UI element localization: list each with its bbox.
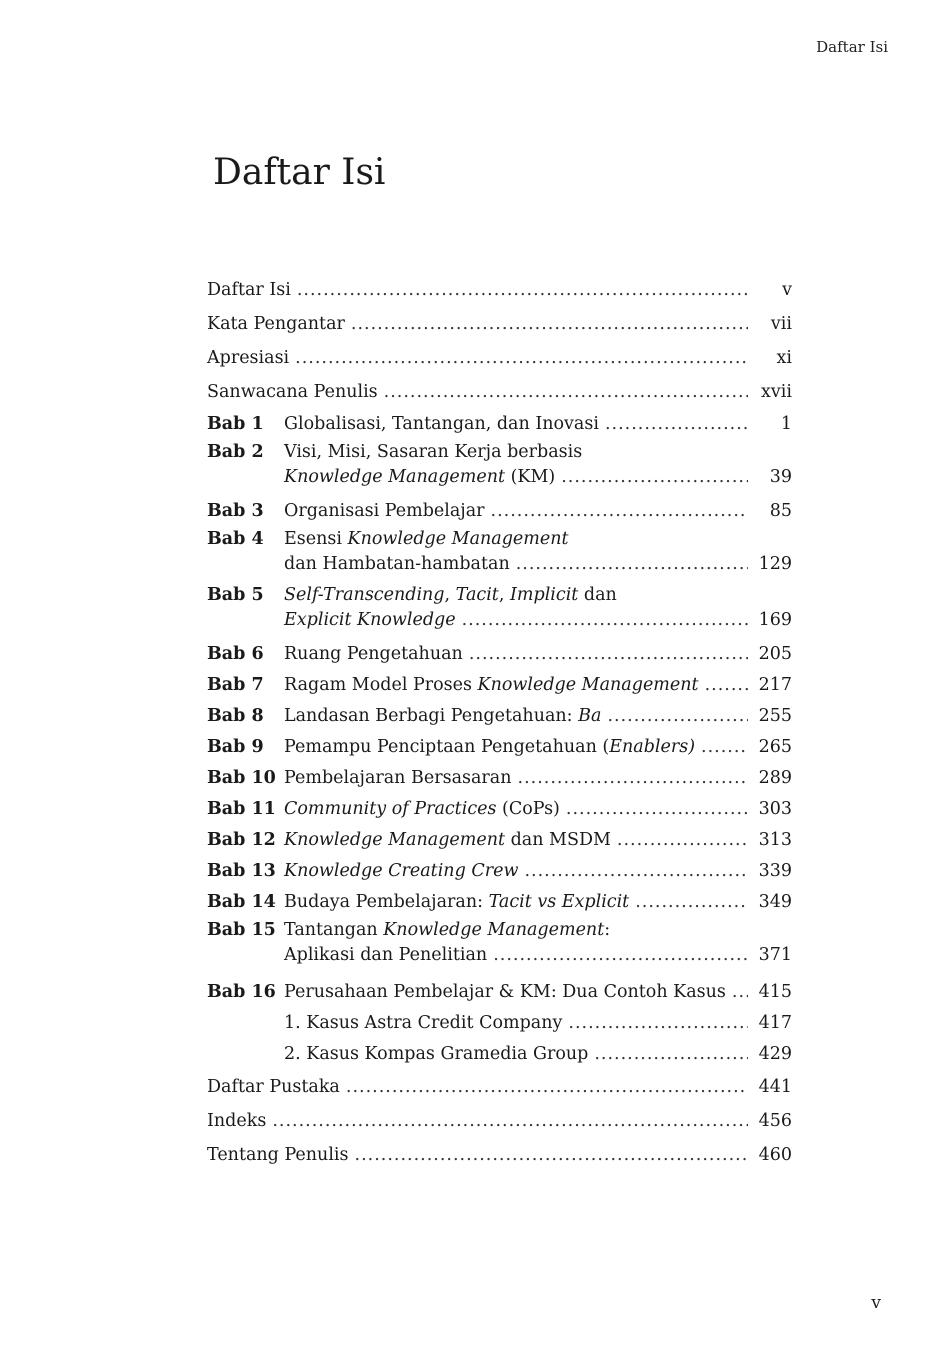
entry-page: xvii <box>761 382 792 402</box>
entry-page: 429 <box>758 1044 792 1064</box>
entry-page: 313 <box>758 830 792 850</box>
chapter-number: Bab 6 <box>207 644 264 664</box>
entry-title <box>284 440 792 490</box>
entry-title: 1. Kasus Astra Credit Company <box>284 1013 563 1033</box>
page-title: Daftar Isi <box>213 152 386 193</box>
toc-entry-bab-5[interactable] <box>207 583 792 639</box>
entry-title <box>284 583 792 633</box>
chapter-number: Bab 12 <box>207 830 276 850</box>
dot-leader <box>635 887 748 918</box>
chapter-number: Bab 9 <box>207 737 264 757</box>
dot-leader <box>469 639 748 670</box>
entry-title: Pembelajaran Bersasaran <box>284 768 512 788</box>
italic-term: Tacit vs Explicit <box>488 892 630 912</box>
toc-entry-apresiasi[interactable] <box>207 341 792 375</box>
italic-term: Knowledge Management <box>284 467 506 487</box>
dot-leader <box>355 1138 748 1172</box>
entry-page: 303 <box>758 799 792 819</box>
dot-leader <box>462 608 748 633</box>
italic-term: Tacit <box>455 585 499 605</box>
dot-leader <box>518 763 749 794</box>
italic-term: Self-Transcending <box>284 585 445 605</box>
dot-leader <box>701 732 748 763</box>
dot-leader <box>346 1070 748 1104</box>
dot-leader <box>524 856 748 887</box>
dot-leader <box>566 794 748 825</box>
dot-leader <box>272 1104 748 1138</box>
toc-entry-bab-4[interactable] <box>207 527 792 583</box>
page-number: v <box>871 1293 881 1313</box>
dot-leader <box>607 701 748 732</box>
entry-title <box>284 887 629 918</box>
entry-title-line <box>284 465 555 490</box>
entry-page: 39 <box>769 467 792 487</box>
chapter-number: Bab 16 <box>207 982 276 1002</box>
title-text: Budaya Pembelajaran: <box>284 892 489 912</box>
toc-entry-bab-9[interactable] <box>207 732 792 763</box>
entry-page: 205 <box>758 644 792 664</box>
entry-title <box>284 825 611 856</box>
title-text: dan <box>578 585 617 605</box>
chapter-number: Bab 7 <box>207 675 264 695</box>
italic-term: Community of Practices <box>284 799 497 819</box>
entry-title-line: Visi, Misi, Sasaran Kerja berbasis <box>284 442 583 462</box>
toc-entry-daftar-pustaka[interactable] <box>207 1070 792 1104</box>
entry-title <box>284 918 792 968</box>
toc-subentry-kompas[interactable] <box>207 1039 792 1070</box>
title-text: (CoPs) <box>496 799 560 819</box>
title-text: Landasan Berbagi Pengetahuan: <box>284 706 579 726</box>
title-text: Pemampu Penciptaan Pengetahuan ( <box>284 737 610 757</box>
chapter-number: Bab 10 <box>207 768 276 788</box>
toc-entry-bab-11[interactable] <box>207 794 792 825</box>
entry-page: 349 <box>758 892 792 912</box>
entry-page: 456 <box>758 1111 792 1131</box>
entry-title-line: Explicit Knowledge <box>284 610 456 630</box>
chapter-number: Bab 3 <box>207 501 264 521</box>
entry-title-line: Aplikasi dan Penelitian <box>284 945 488 965</box>
chapter-number: Bab 1 <box>207 414 264 434</box>
toc-entry-bab-13[interactable] <box>207 856 792 887</box>
entry-page: vii <box>770 314 792 334</box>
entry-title: Apresiasi <box>207 348 290 368</box>
toc-entry-bab-10[interactable] <box>207 763 792 794</box>
entry-title: Indeks <box>207 1111 267 1131</box>
italic-term: Knowledge Management <box>477 675 699 695</box>
entry-title: Globalisasi, Tantangan, dan Inovasi <box>284 414 599 434</box>
toc-entry-bab-6[interactable] <box>207 639 792 670</box>
entry-title <box>284 732 695 763</box>
toc-entry-kata-pengantar[interactable] <box>207 307 792 341</box>
chapter-number: Bab 5 <box>207 585 264 605</box>
chapter-number: Bab 11 <box>207 799 276 819</box>
chapter-number: Bab 2 <box>207 442 264 462</box>
entry-page: 371 <box>758 945 792 965</box>
dot-leader <box>491 496 748 527</box>
italic-term: Enablers) <box>609 737 696 757</box>
italic-term: Knowledge Management <box>383 920 605 940</box>
entry-page: 441 <box>758 1077 792 1097</box>
dot-leader <box>561 465 748 490</box>
entry-page: 1 <box>780 414 792 434</box>
toc-entry-daftar-isi[interactable] <box>207 273 792 307</box>
chapter-number: Bab 13 <box>207 861 276 881</box>
entry-page: 417 <box>758 1013 792 1033</box>
chapter-number: Bab 8 <box>207 706 264 726</box>
entry-title: Daftar Pustaka <box>207 1077 340 1097</box>
dot-leader <box>568 1008 748 1039</box>
entry-page: 339 <box>758 861 792 881</box>
table-of-contents <box>207 273 792 1172</box>
entry-page: 415 <box>758 982 792 1002</box>
entry-title <box>284 794 560 825</box>
chapter-number: Bab 4 <box>207 529 264 549</box>
entry-title: Organisasi Pembelajar <box>284 501 485 521</box>
dot-leader <box>594 1039 748 1070</box>
italic-term: Knowledge Management <box>284 830 506 850</box>
dot-leader <box>732 977 748 1008</box>
entry-title <box>284 701 601 732</box>
title-text: Esensi <box>284 529 348 549</box>
entry-title: Perusahaan Pembelajar & KM: Dua Contoh Kasus <box>284 982 726 1002</box>
title-text: (KM) <box>505 467 556 487</box>
entry-page: 255 <box>758 706 792 726</box>
toc-entry-bab-1[interactable] <box>207 409 792 440</box>
italic-term: Knowledge Management <box>347 529 569 549</box>
chapter-number: Bab 15 <box>207 920 276 940</box>
toc-subentry-astra[interactable] <box>207 1008 792 1039</box>
toc-entry-bab-2[interactable] <box>207 440 792 496</box>
entry-title: Sanwacana Penulis <box>207 382 378 402</box>
dot-leader <box>297 273 748 307</box>
entry-page: v <box>782 280 792 300</box>
title-text: dan MSDM <box>505 830 611 850</box>
toc-entry-bab-14[interactable] <box>207 887 792 918</box>
dot-leader <box>493 943 748 968</box>
entry-page: xi <box>776 348 792 368</box>
entry-title <box>284 527 792 577</box>
dot-leader <box>351 307 748 341</box>
toc-entry-sanwacana[interactable] <box>207 375 792 409</box>
toc-entry-bab-15[interactable] <box>207 918 792 974</box>
toc-entry-bab-16[interactable] <box>207 977 792 1008</box>
entry-title: Tentang Penulis <box>207 1145 349 1165</box>
entry-page: 85 <box>769 501 792 521</box>
toc-entry-indeks[interactable] <box>207 1104 792 1138</box>
toc-entry-bab-8[interactable] <box>207 701 792 732</box>
title-text: Ragam Model Proses <box>284 675 478 695</box>
title-text: Tantangan <box>284 920 384 940</box>
entry-page: 460 <box>758 1145 792 1165</box>
entry-title-line: Self-Transcending, Tacit, Implicit dan <box>284 585 617 605</box>
toc-entry-tentang-penulis[interactable] <box>207 1138 792 1172</box>
italic-term: Ba <box>578 706 602 726</box>
entry-title-line <box>284 918 610 943</box>
entry-title-line: dan Hambatan-hambatan <box>284 554 510 574</box>
entry-title: Ruang Pengetahuan <box>284 644 463 664</box>
entry-title <box>284 670 699 701</box>
entry-title: Knowledge Creating Crew <box>284 861 519 881</box>
dot-leader <box>295 341 748 375</box>
entry-page: 169 <box>758 610 792 630</box>
dot-leader <box>605 409 748 440</box>
dot-leader <box>384 375 748 409</box>
italic-term: Implicit <box>509 585 579 605</box>
entry-title: Daftar Isi <box>207 280 291 300</box>
entry-page: 217 <box>758 675 792 695</box>
toc-entry-bab-7[interactable] <box>207 670 792 701</box>
chapter-number: Bab 14 <box>207 892 276 912</box>
entry-title-line <box>284 527 569 552</box>
dot-leader <box>516 552 748 577</box>
running-head: Daftar Isi <box>816 38 888 56</box>
title-text: : <box>604 920 611 940</box>
dot-leader <box>705 670 748 701</box>
dot-leader <box>617 825 748 856</box>
entry-page: 289 <box>758 768 792 788</box>
entry-page: 129 <box>758 554 792 574</box>
toc-entry-bab-12[interactable] <box>207 825 792 856</box>
entry-page: 265 <box>758 737 792 757</box>
entry-title: 2. Kasus Kompas Gramedia Group <box>284 1044 589 1064</box>
toc-entry-bab-3[interactable] <box>207 496 792 527</box>
entry-title: Kata Pengantar <box>207 314 345 334</box>
